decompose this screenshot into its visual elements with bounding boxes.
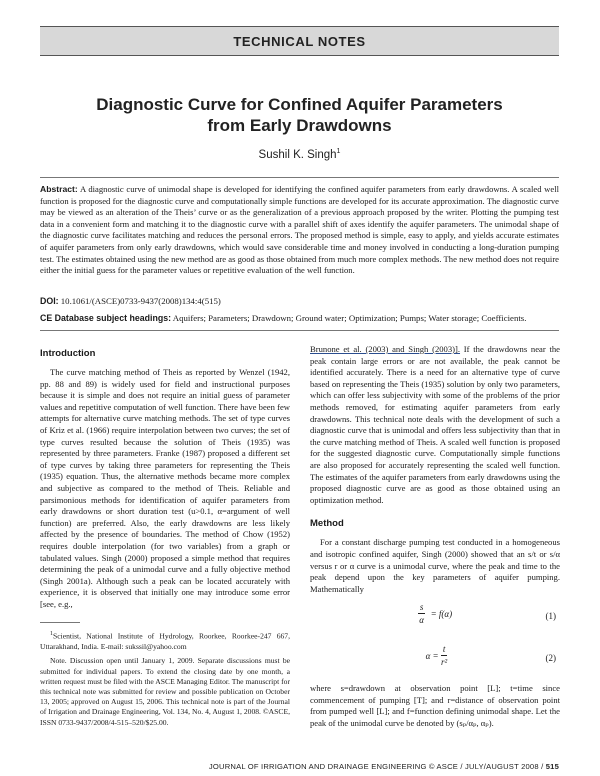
- abstract-section: [40, 177, 559, 277]
- discussion-note: Note. Discussion open until January 1, 2009. Separate discussions must be submitted for individual papers. To extend the closing date by one month, a written request must be filed with the ASCE Managing Editor. The manuscript for this technical note was submitted for review and possible publication on October 13, 2005; approved on August 15, 2006. This technical note is part of the Journal of Irrigation and Drainage Engineering, Vol. 134, No. 4, August 1, 2008. ©ASCE, ISSN 0733-9437/2008/4-515–520/$25.00.: [40, 656, 290, 727]
- affiliation-footnote: [40, 629, 290, 652]
- left-column: [40, 344, 290, 732]
- subject-headings-label: CE Database subject headings:: [40, 313, 172, 323]
- method-heading: Method: [310, 518, 344, 530]
- method-paragraph: For a constant discharge pumping test conducted in a homogeneous and isotropic confined aquifer, Singh (2000) showed that an s/t or s/α versus r or α curve is a unimodal curve, where the peak and time to the peak depend upon the key parameters of aquifer pumping. Mathematically: [310, 537, 560, 594]
- abstract-label: Abstract:: [40, 184, 78, 194]
- abstract: [40, 184, 559, 277]
- eq2-number: (2): [545, 653, 556, 664]
- footer-journal: JOURNAL OF IRRIGATION AND DRAINAGE ENGINEERING © ASCE / JULY/AUGUST 2008 /: [208, 762, 544, 771]
- subject-headings-value: Aquifers; Parameters; Drawdown; Ground water; Optimization; Pumps; Water storage; Coefficients.: [172, 313, 527, 323]
- eq2-numerator: t: [442, 644, 446, 655]
- right-column: [310, 344, 560, 730]
- subject-headings: [40, 312, 559, 328]
- author-name: Sushil K. Singh: [258, 148, 337, 161]
- title-line-1: Diagnostic Curve for Confined Aquifer Parameters: [96, 95, 503, 114]
- doi-value[interactable]: 10.1061/(ASCE)0733-9437(2008)134:4(515): [60, 296, 221, 306]
- citation-link[interactable]: Brunone et al. (2003) and Singh (2003)].: [310, 344, 461, 354]
- eq1-numerator: s: [419, 602, 424, 613]
- continuation-paragraph: [310, 344, 560, 506]
- footer-page-number: 515: [545, 762, 559, 771]
- eq1-denominator: α: [419, 615, 424, 626]
- title-line-2: from Early Drawdowns: [207, 116, 392, 135]
- eq2-denominator: r²: [441, 657, 448, 668]
- section-header-label: TECHNICAL NOTES: [233, 33, 366, 49]
- affiliation-text: Scientist, National Institute of Hydrology, Roorkee, Roorkee-247 667, Uttarakhand, India. E-mail: sukssil@yahoo.com: [40, 632, 290, 652]
- section-header-bar: [40, 26, 559, 56]
- abstract-text: A diagnostic curve of unimodal shape is developed for identifying the confined aquifer parameters from early drawdowns. A scaled well function is proposed for the diagnostic curve and computationally simple functions are developed for its accurate approximation. The diagnostic curve may be viewed as an alteration of the Theis’ curve or as the generalization of a previous approach proposed by the writer. Plotting the pumping test data in a convenient form and matching it to the diagnostic curve with a parallel shift of axes identify the aquifer parameters. The unimodal shape of the diagnostic curve facilitates matching and reduces the personal errors. The proposed method is simple, easy to apply, and yields accurate estimates of aquifer parameters from only early drawdowns, which would save considerable time and money involved in conducting a long-duration pumping test. The estimates obtained using the new method are as good as those obtained from much more complex methods. The new method does not require either the initial guess for the parameter values or repetitive evaluation of the well function.: [40, 184, 559, 276]
- introduction-heading: Introduction: [40, 348, 96, 359]
- author-footnote-mark: 1: [336, 148, 341, 155]
- eq1-rhs: = f(α): [430, 608, 453, 619]
- author-line: [40, 148, 559, 161]
- doi-label: DOI:: [40, 296, 59, 306]
- eq1-fraction: [418, 601, 426, 626]
- equation-2: [310, 643, 560, 679]
- equation-1: [310, 601, 560, 637]
- continuation-text: If the drawdowns near the peak contain large errors or are not available, the peak cannot be identified accurately. There is a need for an alternative type of curve based on representing the Theis (1935) solution by only two parameters, which can offer less subjectivity with some of the problems of the prior methods removed, for estimating aquifer parameters from early drawdowns. This technical note deals with the development of such a diagnostic curve that is unimodal and offers less subjectivity than that in the curve matching method of Theis. A scaled well function is proposed for the suggested diagnostic curve. Computationally simple functions are also proposed for accurately representing the scaled well function. The estimates of the aquifer parameters from early drawdowns using the proposed diagnostic curve are as good as those obtained using an optimization method.: [310, 344, 560, 505]
- eq1-number: (1): [545, 611, 556, 622]
- footnote-divider: [40, 622, 80, 623]
- definitions-paragraph: where s=drawdown at observation point [L]; t=time since commencement of pumping [T]; and r=distance of observation point from pumped well [L]; and f=function defining unimodal shape. Let the peak of the unimodal curve be denoted by (sₚ/αₚ, αₚ).: [310, 683, 560, 729]
- page-footer: [40, 762, 559, 771]
- eq2-lhs: α =: [425, 650, 439, 661]
- eq2-fraction: [441, 643, 448, 668]
- affiliation-footnote-mark: 1: [50, 631, 53, 638]
- doi-line: [40, 295, 559, 307]
- header-divider: [40, 330, 559, 331]
- introduction-paragraph: The curve matching method of Theis as reported by Wenzel (1942, pp. 88 and 89) is widely used for field and instructional purposes because it is simple and does not require an initial guess of parameter values and repetitive computation of well function. There have been few attempts for alternative curve matching methods. The set of type curves of Kriz et al. (1966) require interpolation between two curves; the set of type curves resulted because the solution of Theis (1935) was represented by three parameters. Franke (1987) proposed a different set of type curves by taking three parameters for representing the Theis (1935) equation. Thus, the alternative methods became more complex and subjective as compared to the method of Theis. Reliable and parsimonious methods for identification of aquifer parameters from early drawdowns or short duration test (u>0.1, α=argument of well function) are preferred. Also, the early drawdowns are less likely affected by the presence of boundaries. The method of Chow (1952) requires double interpolation (for two variables) from a graph or tabulated values. Singh (2000) proposed a simple method that requires determining the peak of a unimodal curve and a fully objective method (Singh 2001a). Although such a peak can be located accurately with experience, it is observed that initially one may introduce some error [see, e.g.,: [40, 367, 290, 609]
- paper-title: [40, 94, 559, 136]
